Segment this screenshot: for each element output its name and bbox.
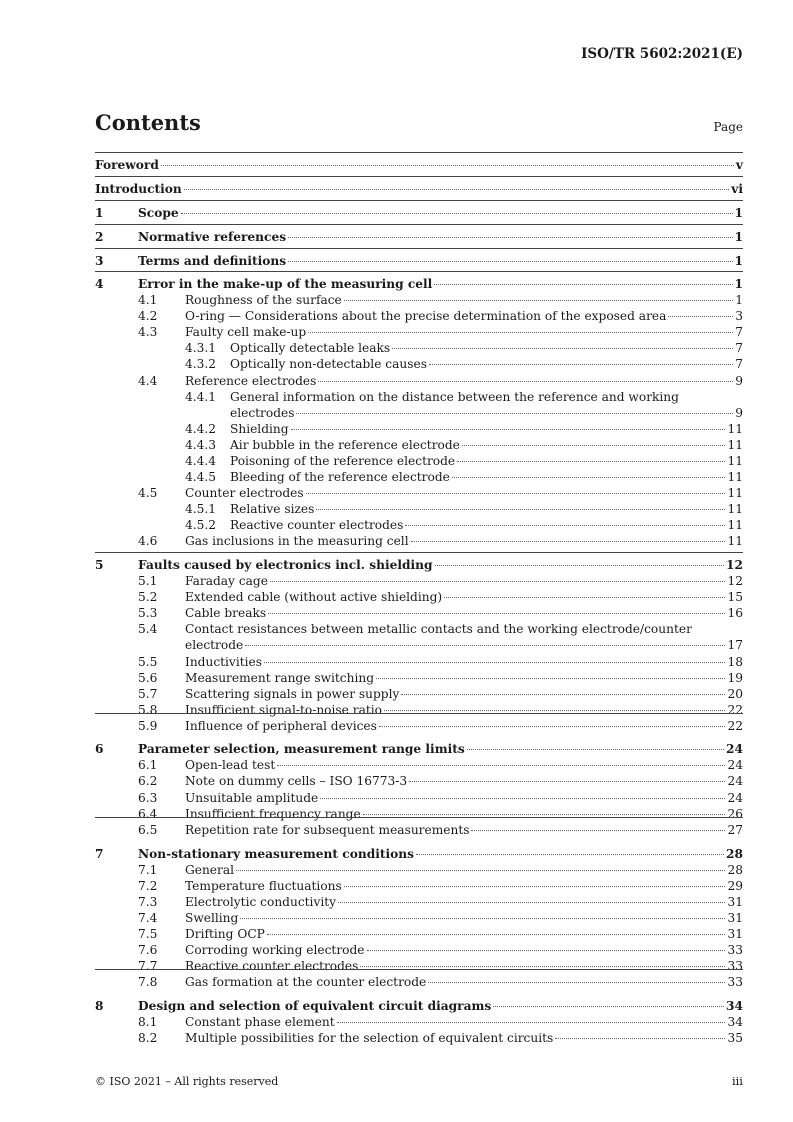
toc-dot-leader xyxy=(291,429,726,430)
toc-page-number: 7 xyxy=(735,341,743,355)
toc-dot-leader xyxy=(296,413,733,414)
toc-page-number: 11 xyxy=(727,502,743,516)
toc-page-number: 22 xyxy=(727,703,743,717)
toc-entry-number: 7.5 xyxy=(138,927,158,941)
toc-dot-leader xyxy=(384,710,726,711)
toc-dot-leader xyxy=(405,525,725,526)
toc-entry-title: Shielding xyxy=(230,422,289,436)
toc-entry-title: Foreword xyxy=(95,158,159,172)
toc-entry[interactable] xyxy=(95,181,743,197)
footer-copyright: © ISO 2021 – All rights reserved xyxy=(95,1075,279,1088)
toc-entry-number: 4.4.3 xyxy=(185,438,217,452)
toc-entry-number: 4.4.5 xyxy=(185,470,217,484)
toc-entry-title: Unsuitable amplitude xyxy=(185,791,319,805)
toc-entry-number: 6.2 xyxy=(138,774,158,788)
toc-entry-title: Terms and definitions xyxy=(138,254,287,268)
toc-dot-leader xyxy=(338,902,725,903)
toc-entry-number: 5.5 xyxy=(138,655,158,669)
toc-dot-leader xyxy=(434,284,732,285)
toc-entry-number: 7.6 xyxy=(138,943,158,957)
toc-page-number: 33 xyxy=(727,943,743,957)
toc-dot-leader xyxy=(344,300,733,301)
toc-entry-number: 8.2 xyxy=(138,1031,158,1045)
toc-separator xyxy=(95,271,743,272)
toc-dot-leader xyxy=(316,509,725,510)
toc-page-number: 31 xyxy=(727,911,743,925)
toc-page-number: 3 xyxy=(735,309,743,323)
toc-entry[interactable] xyxy=(230,405,743,421)
toc-entry[interactable] xyxy=(138,557,743,573)
toc-page-number: 7 xyxy=(735,325,743,339)
toc-entry[interactable] xyxy=(230,469,743,485)
toc-entry-title: Cable breaks xyxy=(185,606,267,620)
toc-dot-leader xyxy=(181,213,733,214)
toc-entry[interactable] xyxy=(185,926,743,942)
toc-entry[interactable] xyxy=(185,324,743,340)
toc-separator xyxy=(95,224,743,225)
toc-entry-number: 8.1 xyxy=(138,1015,158,1029)
toc-entry[interactable] xyxy=(138,229,743,245)
toc-page-number: 11 xyxy=(727,470,743,484)
toc-entry[interactable] xyxy=(185,790,743,806)
toc-entry-title: Insufficient frequency range xyxy=(185,807,361,821)
toc-entry-number: 4.4 xyxy=(138,374,158,388)
toc-entry[interactable] xyxy=(185,292,743,308)
toc-entry-title: Gas formation at the counter electrode xyxy=(185,975,427,989)
toc-dot-leader xyxy=(360,966,725,967)
toc-entry-number: 7.1 xyxy=(138,863,158,877)
toc-entry-number: 4.3.2 xyxy=(185,357,217,371)
toc-page-number: 28 xyxy=(726,847,743,861)
toc-entry-number: 4.5.2 xyxy=(185,518,217,532)
toc-page-number: 33 xyxy=(727,959,743,973)
toc-entry[interactable] xyxy=(185,1014,743,1030)
toc-page-number: 1 xyxy=(734,254,743,268)
toc-dot-leader xyxy=(471,830,725,831)
toc-dot-leader xyxy=(555,1038,725,1039)
toc-entry-title: Scope xyxy=(138,206,179,220)
toc-entry[interactable] xyxy=(185,862,743,878)
toc-dot-leader xyxy=(337,1022,726,1023)
toc-entry[interactable] xyxy=(230,421,743,437)
toc-page-number: 19 xyxy=(727,671,743,685)
toc-entry[interactable] xyxy=(185,308,743,324)
toc-entry[interactable] xyxy=(185,533,743,549)
toc-page-number: 11 xyxy=(727,486,743,500)
toc-dot-leader xyxy=(236,870,725,871)
toc-entry-number: 4 xyxy=(95,277,104,291)
toc-entry[interactable] xyxy=(185,1030,743,1046)
toc-entry-title: Measurement range switching xyxy=(185,671,375,685)
toc-entry-title: Repetition rate for subsequent measurements xyxy=(185,823,470,837)
toc-page-number: 15 xyxy=(727,590,743,604)
toc-entry[interactable] xyxy=(230,356,743,372)
toc-entry-title: Non-stationary measurement conditions xyxy=(138,847,414,861)
toc-entry[interactable] xyxy=(185,670,743,686)
toc-separator xyxy=(95,176,743,177)
toc-page-number: 11 xyxy=(727,518,743,532)
toc-entry-number: 4.5.1 xyxy=(185,502,217,516)
toc-entry-number: 2 xyxy=(95,230,104,244)
toc-entry-title: Air bubble in the reference electrode xyxy=(230,438,460,452)
toc-page-number: 33 xyxy=(727,975,743,989)
toc-dot-leader xyxy=(457,461,725,462)
toc-entry-number: 7.8 xyxy=(138,975,158,989)
toc-entry-title: Parameter selection, measurement range limits xyxy=(138,742,465,756)
toc-entry-title: Swelling xyxy=(185,911,239,925)
toc-entry[interactable] xyxy=(185,485,743,501)
toc-page-number: 17 xyxy=(727,638,743,652)
toc-entry-title: Extended cable (without active shielding) xyxy=(185,590,443,604)
toc-dot-leader xyxy=(444,597,725,598)
toc-dot-leader xyxy=(363,814,726,815)
toc-entry-number: 4.5 xyxy=(138,486,158,500)
toc-entry[interactable] xyxy=(185,654,743,670)
toc-page-number: 28 xyxy=(727,863,743,877)
toc-entry-number: 5.8 xyxy=(138,703,158,717)
toc-entry-title: Optically detectable leaks xyxy=(230,341,391,355)
toc-entry-number: 4.1 xyxy=(138,293,158,307)
toc-entry-title-continued: electrodes xyxy=(230,406,295,420)
toc-dot-leader xyxy=(409,781,725,782)
toc-entry-number: 4.6 xyxy=(138,534,158,548)
toc-page-number: vi xyxy=(731,182,743,196)
toc-page-number: 31 xyxy=(727,895,743,909)
toc-entry-title: Corroding working electrode xyxy=(185,943,365,957)
toc-page-number: 12 xyxy=(727,574,743,588)
toc-dot-leader xyxy=(668,316,733,317)
toc-dot-leader xyxy=(467,749,724,750)
toc-entry-title: Electrolytic conductivity xyxy=(185,895,337,909)
toc-dot-leader xyxy=(344,886,726,887)
page-column-label: Page xyxy=(713,120,743,134)
toc-dot-leader xyxy=(318,381,733,382)
toc-page-number: 9 xyxy=(735,406,743,420)
toc-entry-title: Bleeding of the reference electrode xyxy=(230,470,450,484)
toc-page-number: 34 xyxy=(726,999,743,1013)
page-title: Contents xyxy=(95,110,201,135)
toc-entry-title: Inductivities xyxy=(185,655,262,669)
toc-entry-title: Faults caused by electronics incl. shielding xyxy=(138,558,433,572)
toc-entry-number: 4.4.1 xyxy=(185,390,217,404)
toc-dot-leader xyxy=(240,918,725,919)
toc-dot-leader xyxy=(308,332,733,333)
toc-entry-title: Drifting OCP xyxy=(185,927,265,941)
toc-page-number: 1 xyxy=(734,230,743,244)
toc-entry[interactable] xyxy=(230,437,743,453)
toc-dot-leader xyxy=(416,854,724,855)
toc-entry-number: 4.4.4 xyxy=(185,454,217,468)
toc-page-number: 35 xyxy=(727,1031,743,1045)
toc-entry-title: Poisoning of the reference electrode xyxy=(230,454,456,468)
toc-dot-leader xyxy=(270,581,726,582)
toc-entry[interactable] xyxy=(185,605,743,621)
toc-entry-title: Reactive counter electrodes xyxy=(230,518,404,532)
toc-separator xyxy=(95,248,743,249)
toc-entry-number: 8 xyxy=(95,999,104,1013)
toc-entry-number: 5.1 xyxy=(138,574,158,588)
toc-entry-title[interactable]: Contact resistances between metallic contacts and the working electrode/counter xyxy=(185,622,692,636)
toc-entry-title: Reactive counter electrodes xyxy=(185,959,359,973)
toc-entry-number: 4.2 xyxy=(138,309,158,323)
toc-page-number: 24 xyxy=(727,774,743,788)
toc-page-number: 26 xyxy=(727,807,743,821)
toc-entry-title: General xyxy=(185,863,234,877)
toc-separator xyxy=(95,713,743,714)
toc-page-number: 24 xyxy=(726,742,743,756)
toc-entry[interactable] xyxy=(185,894,743,910)
toc-separator xyxy=(95,969,743,970)
toc-entry[interactable] xyxy=(185,373,743,389)
toc-entry[interactable] xyxy=(185,718,743,734)
toc-entry-number: 5.3 xyxy=(138,606,158,620)
toc-page-number: v xyxy=(735,158,743,172)
toc-separator xyxy=(95,200,743,201)
toc-entry-number: 4.4.2 xyxy=(185,422,217,436)
toc-entry-title: Open-lead test xyxy=(185,758,276,772)
toc-entry-title: Gas inclusions in the measuring cell xyxy=(185,534,409,548)
toc-page-number: 7 xyxy=(735,357,743,371)
toc-entry-number: 6.1 xyxy=(138,758,158,772)
toc-entry[interactable] xyxy=(230,501,743,517)
toc-dot-leader xyxy=(288,237,732,238)
toc-dot-leader xyxy=(306,493,726,494)
toc-dot-leader xyxy=(452,477,726,478)
toc-dot-leader xyxy=(245,645,725,646)
toc-page-number: 18 xyxy=(727,655,743,669)
toc-page-number: 11 xyxy=(727,422,743,436)
toc-page-number: 24 xyxy=(727,758,743,772)
toc-entry[interactable] xyxy=(138,998,743,1014)
toc-entry-title: Counter electrodes xyxy=(185,486,304,500)
toc-entry-title: Reference electrodes xyxy=(185,374,317,388)
toc-dot-leader xyxy=(462,445,726,446)
toc-entry-title: Relative sizes xyxy=(230,502,315,516)
toc-entry-number: 1 xyxy=(95,206,104,220)
toc-separator xyxy=(95,817,743,818)
toc-entry-number: 5.6 xyxy=(138,671,158,685)
toc-page-number: 16 xyxy=(727,606,743,620)
toc-entry-title: Influence of peripheral devices xyxy=(185,719,377,733)
toc-entry[interactable] xyxy=(230,453,743,469)
toc-separator xyxy=(95,152,743,153)
toc-dot-leader xyxy=(184,189,729,190)
toc-dot-leader xyxy=(277,765,725,766)
toc-entry-number: 5.4 xyxy=(138,622,158,636)
toc-entry[interactable] xyxy=(185,773,743,789)
toc-entry-number: 6.3 xyxy=(138,791,158,805)
toc-page-number: 12 xyxy=(726,558,743,572)
toc-entry-number: 6.5 xyxy=(138,823,158,837)
toc-page-number: 11 xyxy=(727,534,743,548)
toc-entry-title: Faraday cage xyxy=(185,574,268,588)
toc-entry[interactable] xyxy=(138,846,743,862)
toc-entry-title-continued: electrode xyxy=(185,638,244,652)
toc-entry[interactable] xyxy=(185,822,743,838)
toc-entry-title: Normative references xyxy=(138,230,287,244)
toc-entry-number: 7.2 xyxy=(138,879,158,893)
toc-page-number: 11 xyxy=(727,454,743,468)
toc-entry-number: 5.9 xyxy=(138,719,158,733)
toc-entry-title: O-ring — Considerations about the precise determination of the exposed area xyxy=(185,309,667,323)
toc-dot-leader xyxy=(392,348,733,349)
toc-entry-number: 7.4 xyxy=(138,911,158,925)
toc-page-number: 11 xyxy=(727,438,743,452)
toc-dot-leader xyxy=(428,982,725,983)
toc-dot-leader xyxy=(379,726,726,727)
toc-dot-leader xyxy=(267,934,726,935)
toc-dot-leader xyxy=(268,613,725,614)
toc-page-number: 1 xyxy=(735,293,743,307)
toc-entry-title: Scattering signals in power supply xyxy=(185,687,400,701)
toc-entry-title[interactable]: General information on the distance between the reference and working xyxy=(230,390,679,404)
toc-page-number: 27 xyxy=(727,823,743,837)
toc-entry-number: 4.3.1 xyxy=(185,341,217,355)
toc-page-number: 22 xyxy=(727,719,743,733)
toc-dot-leader xyxy=(264,662,726,663)
toc-dot-leader xyxy=(401,694,725,695)
toc-page-number: 9 xyxy=(735,374,743,388)
toc-entry-title: Error in the make-up of the measuring cell xyxy=(138,277,433,291)
toc-entry-title: Temperature fluctuations xyxy=(185,879,342,893)
toc-page-number: 1 xyxy=(734,206,743,220)
toc-entry-number: 7.3 xyxy=(138,895,158,909)
toc-dot-leader xyxy=(288,261,732,262)
toc-entry-title: Insufficient signal-to-noise ratio xyxy=(185,703,382,717)
toc-entry-number: 5.2 xyxy=(138,590,158,604)
toc-entry-title: Constant phase element xyxy=(185,1015,335,1029)
toc-entry[interactable] xyxy=(185,686,743,702)
toc-dot-leader xyxy=(320,798,725,799)
toc-dot-leader xyxy=(376,678,725,679)
toc-entry[interactable] xyxy=(185,958,743,974)
toc-entry[interactable] xyxy=(185,974,743,990)
toc-entry-number: 7.7 xyxy=(138,959,158,973)
toc-entry[interactable] xyxy=(95,157,743,173)
toc-entry[interactable] xyxy=(138,741,743,757)
toc-dot-leader xyxy=(161,165,734,166)
toc-entry[interactable] xyxy=(138,205,743,221)
toc-entry-title: Roughness of the surface xyxy=(185,293,342,307)
toc-entry-number: 6 xyxy=(95,742,104,756)
toc-entry-number: 6.4 xyxy=(138,807,158,821)
toc-entry-title: Optically non-detectable causes xyxy=(230,357,427,371)
toc-page-number: 20 xyxy=(727,687,743,701)
toc-entry-number: 5.7 xyxy=(138,687,158,701)
toc-page-number: 1 xyxy=(734,277,743,291)
toc-entry-title: Note on dummy cells – ISO 16773-3 xyxy=(185,774,408,788)
toc-entry[interactable] xyxy=(230,340,743,356)
toc-entry[interactable] xyxy=(185,910,743,926)
toc-entry[interactable] xyxy=(185,637,743,653)
toc-entry[interactable] xyxy=(185,942,743,958)
toc-page-number: 29 xyxy=(727,879,743,893)
footer-page-number: iii xyxy=(731,1074,743,1088)
toc-page-number: 34 xyxy=(727,1015,743,1029)
toc-entry[interactable] xyxy=(185,573,743,589)
toc-dot-leader xyxy=(493,1006,724,1007)
toc-entry[interactable] xyxy=(185,757,743,773)
toc-entry-title: Faulty cell make-up xyxy=(185,325,307,339)
toc-entry[interactable] xyxy=(230,517,743,533)
toc-page-number: 31 xyxy=(727,927,743,941)
toc-separator xyxy=(95,552,743,553)
toc-entry-title: Multiple possibilities for the selection of equivalent circuits xyxy=(185,1031,554,1045)
toc-entry-number: 5 xyxy=(95,558,104,572)
toc-dot-leader xyxy=(411,541,726,542)
toc-entry[interactable] xyxy=(185,806,743,822)
document-id: ISO/TR 5602:2021(E) xyxy=(581,46,743,62)
toc-page-number: 24 xyxy=(727,791,743,805)
toc-entry[interactable] xyxy=(185,702,743,718)
toc-entry-title: Introduction xyxy=(95,182,182,196)
toc-entry-number: 3 xyxy=(95,254,104,268)
toc-dot-leader xyxy=(435,565,724,566)
toc-entry[interactable] xyxy=(185,589,743,605)
toc-dot-leader xyxy=(429,364,733,365)
toc-entry[interactable] xyxy=(138,253,743,269)
toc-entry-number: 7 xyxy=(95,847,104,861)
toc-entry[interactable] xyxy=(185,878,743,894)
toc-entry[interactable] xyxy=(138,276,743,292)
toc-entry-title: Design and selection of equivalent circuit diagrams xyxy=(138,999,492,1013)
toc-dot-leader xyxy=(367,950,726,951)
toc-entry-number: 4.3 xyxy=(138,325,158,339)
